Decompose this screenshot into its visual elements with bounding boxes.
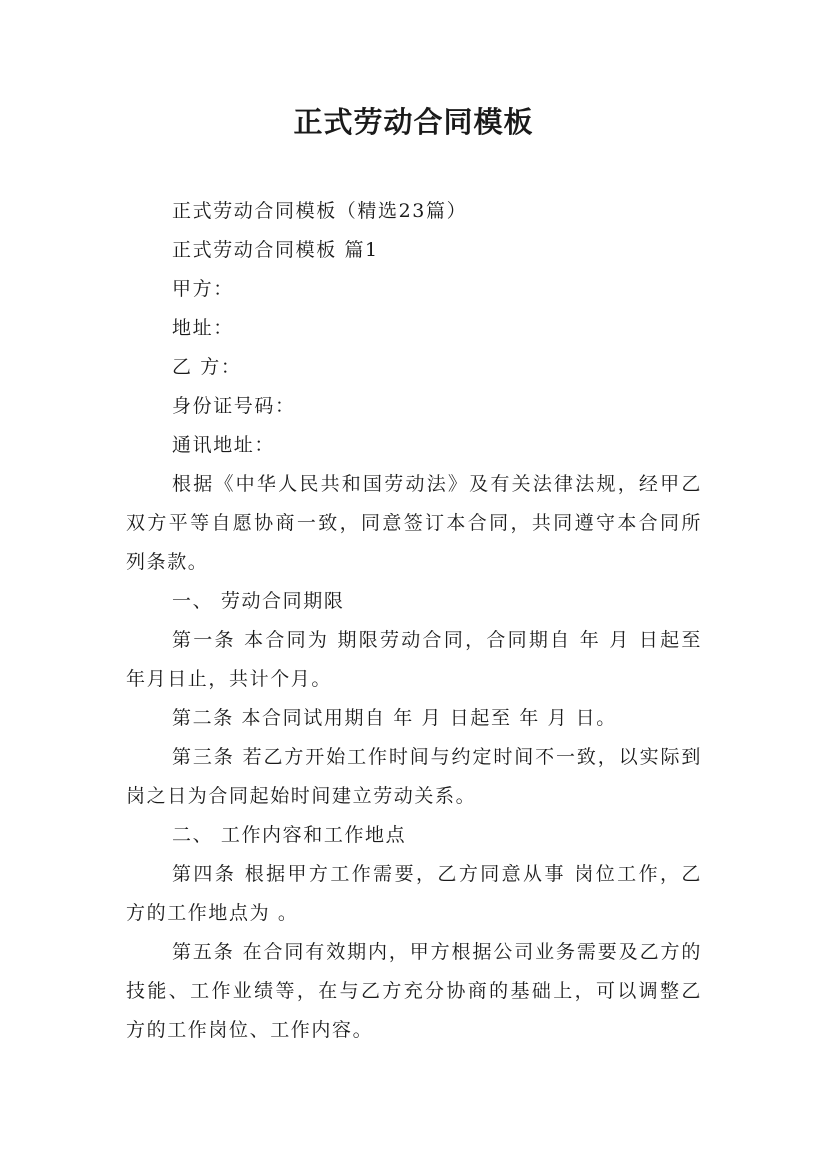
paragraph-section-heading: 正式劳动合同模板 篇1 <box>172 239 379 261</box>
paragraph-address: 地址： <box>172 317 234 339</box>
paragraph-article-2: 第二条 本合同试用期自 年 月 日起至 年 月 日。 <box>172 707 617 729</box>
paragraph-party-a: 甲方： <box>172 278 234 300</box>
paragraph-article-3: 第三条 若乙方开始工作时间与约定时间不一致，以实际到岗之日为合同起始时间建立劳动关系。 <box>126 746 702 807</box>
document-body <box>126 192 702 1050</box>
paragraph-mailing-address: 通讯地址： <box>172 434 276 456</box>
paragraph-heading-work-content: 二、 工作内容和工作地点 <box>172 824 407 846</box>
paragraph-preamble: 根据《中华人民共和国劳动法》及有关法律法规，经甲乙双方平等自愿协商一致，同意签订本合同，共同遵守本合同所列条款。 <box>126 473 702 573</box>
paragraph-id-number: 身份证号码： <box>172 395 296 417</box>
paragraph-party-b: 乙 方： <box>172 356 242 378</box>
paragraph-article-1: 第一条 本合同为 期限劳动合同，合同期自 年 月 日起至 年月日止，共计个月。 <box>126 629 702 690</box>
paragraph-heading-contract-term: 一、 劳动合同期限 <box>172 590 345 612</box>
paragraph-article-4: 第四条 根据甲方工作需要，乙方同意从事 岗位工作，乙方的工作地点为 。 <box>126 863 702 924</box>
paragraph-subtitle: 正式劳动合同模板（精选23篇） <box>172 200 468 222</box>
paragraph-article-5: 第五条 在合同有效期内，甲方根据公司业务需要及乙方的技能、工作业绩等，在与乙方充分协商的基础上，可以调整乙方的工作岗位、工作内容。 <box>126 941 702 1041</box>
document-title: 正式劳动合同模板 <box>293 105 534 139</box>
